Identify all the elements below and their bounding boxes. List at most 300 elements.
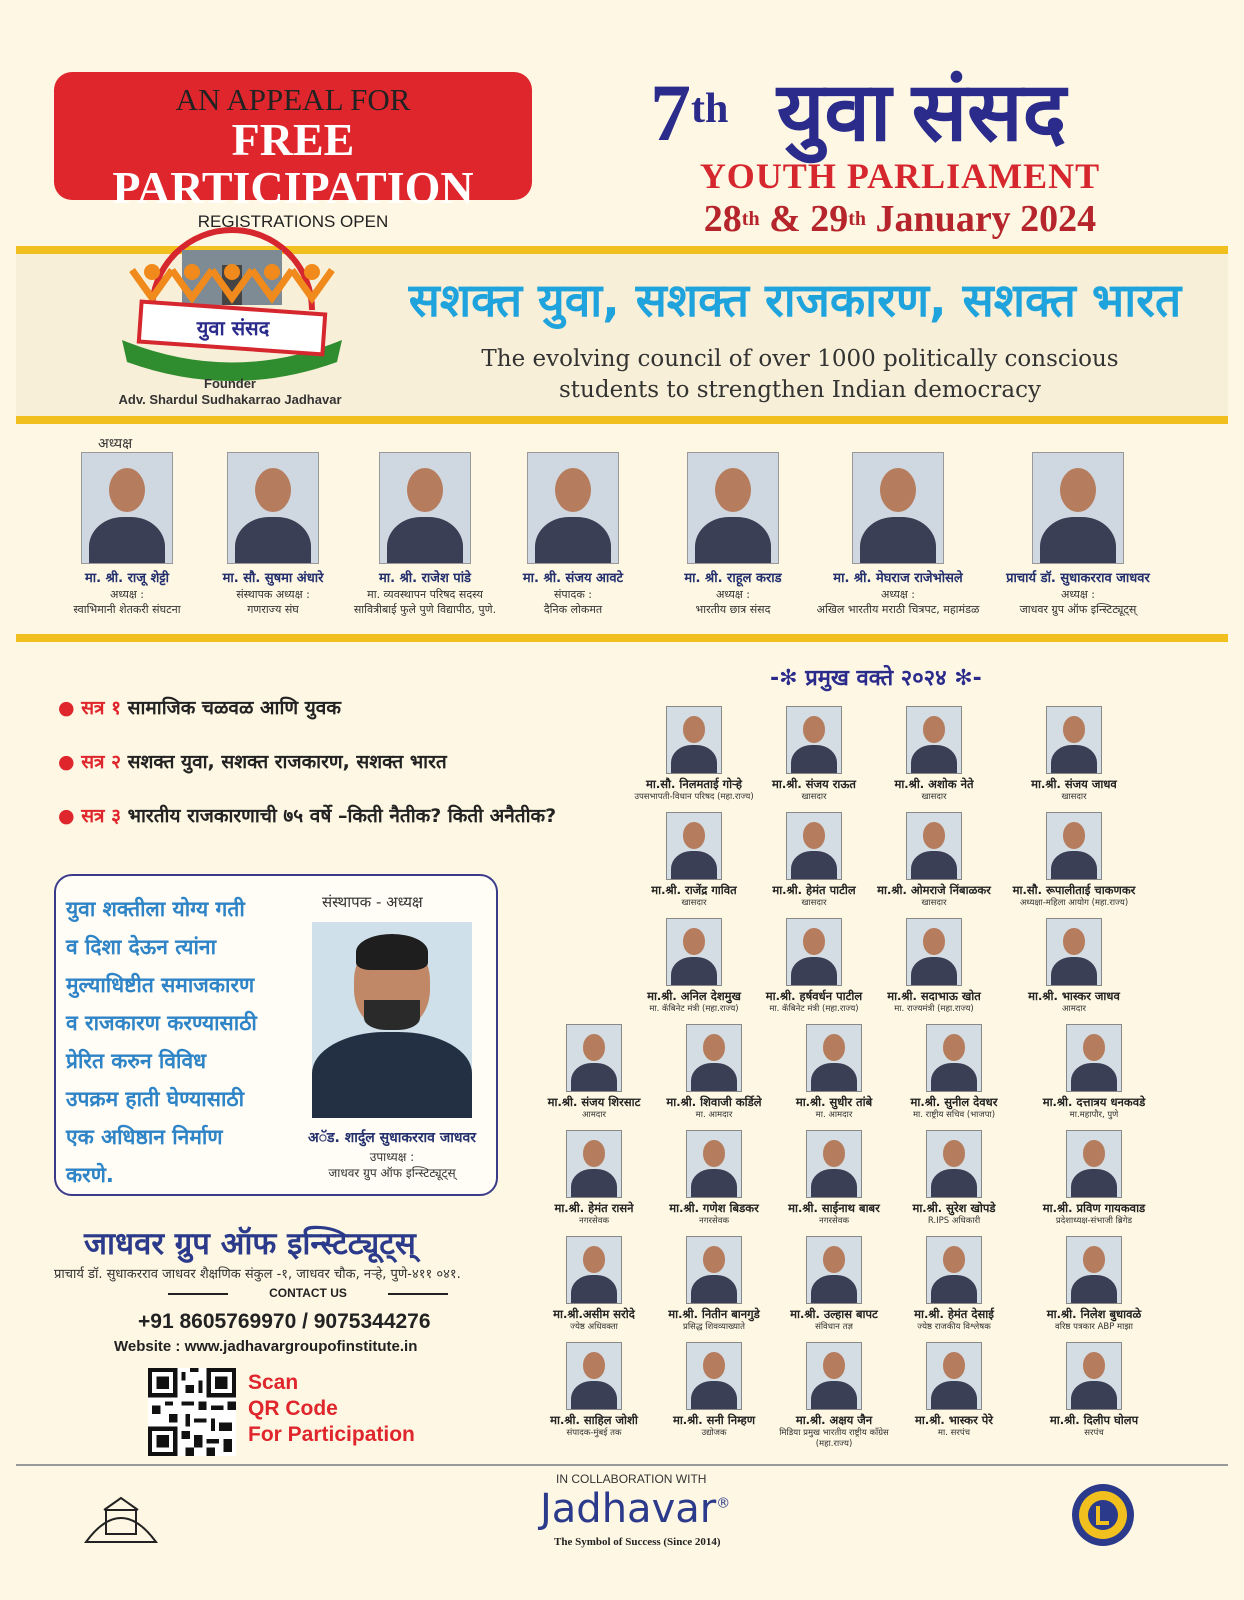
portrait-head — [923, 928, 945, 954]
chief-guest-name: मा. सौ. सुषमा अंधारे — [222, 571, 324, 586]
speaker-designation: खासदार — [681, 898, 707, 908]
speaker-photo — [1066, 1236, 1122, 1304]
speaker-card — [629, 812, 759, 909]
adhyaksha-label: अध्यक्ष — [98, 436, 133, 452]
scan-qr-text — [248, 1370, 415, 1448]
speaker-card — [529, 1236, 659, 1333]
speaker-designation: संविधान तज्ञ — [815, 1322, 853, 1332]
chief-guest-name: मा. श्री. राहूल कराड — [684, 571, 782, 586]
speaker-photo — [1046, 706, 1102, 774]
speaker-card — [749, 706, 879, 803]
speaker-photo — [686, 1236, 742, 1304]
session-label: सत्र १ — [81, 697, 122, 719]
speaker-photo — [786, 706, 842, 774]
founder-credit — [100, 376, 360, 408]
chief-guest-name: मा. श्री. संजय आवटे — [522, 571, 624, 586]
speaker-designation: आमदार — [582, 1110, 606, 1120]
portrait-head — [683, 928, 705, 954]
speaker-designation: अध्यक्षा-महिला आयोग (महा.राज्य) — [1019, 898, 1129, 908]
speaker-designation: आमदार — [1062, 1004, 1086, 1014]
jadhavar-tagline: The Symbol of Success (Since 2014) — [554, 1536, 721, 1548]
speaker-card — [869, 812, 999, 909]
portrait-head — [583, 1352, 605, 1378]
speaker-name: मा.श्री. संजय राऊत — [772, 777, 856, 791]
speaker-card — [769, 1236, 899, 1333]
date-month-year: January 2024 — [875, 198, 1097, 240]
institute-name: जाधवर ग्रुप ऑफ इन्स्टिट्यूट्स् — [84, 1226, 416, 1262]
jadhavar-brand: Jadhavar — [540, 1486, 717, 1532]
speaker-card — [1029, 1236, 1159, 1333]
session-item — [58, 694, 341, 720]
portrait-body — [1071, 1169, 1116, 1198]
speaker-designation: वरिष्ठ पत्रकार ABP माझा — [1055, 1322, 1133, 1332]
speaker-photo — [926, 1342, 982, 1410]
portrait-body — [387, 517, 463, 564]
speaker-designation: मा. राज्यमंत्री (महा.राज्य) — [894, 1004, 974, 1014]
speaker-photo — [1046, 812, 1102, 880]
portrait-body — [811, 1381, 856, 1410]
speaker-name: मा.श्री. अनिल देशमुख — [647, 989, 741, 1003]
title-ordinal-suffix: th — [691, 86, 729, 132]
speaker-photo — [786, 812, 842, 880]
speaker-name: मा.श्री. हेमंत रासने — [554, 1201, 634, 1215]
portrait-body — [931, 1381, 976, 1410]
speaker-designation: संपादक-मुंबई तक — [566, 1428, 622, 1438]
date-day-1: 28 — [703, 198, 742, 240]
speaker-photo — [786, 918, 842, 986]
portrait-head — [255, 468, 291, 512]
logo-text: युवा संसद — [196, 316, 270, 340]
portrait-body — [911, 851, 956, 880]
session-label: सत्र ३ — [81, 805, 122, 827]
speaker-card — [1029, 1130, 1159, 1227]
portrait-body — [931, 1063, 976, 1092]
portrait-head — [683, 716, 705, 742]
chief-guest-card — [340, 452, 510, 617]
qr-code[interactable] — [148, 1368, 236, 1456]
date-suffix-2: th — [848, 208, 867, 230]
chief-guest-photo — [1032, 452, 1124, 564]
speaker-photo — [806, 1024, 862, 1092]
founder-box-name: अॅड. शार्दुल सुधाकरराव जाधवर — [308, 1130, 476, 1146]
mission-line: करणे. — [66, 1163, 114, 1187]
portrait-head — [943, 1140, 965, 1166]
portrait-head — [1063, 822, 1085, 848]
speaker-card — [649, 1236, 779, 1333]
portrait-body — [691, 1169, 736, 1198]
bullet-icon: ● — [58, 805, 82, 827]
portrait-body — [860, 517, 936, 564]
mission-line: व राजकारण करण्यासाठी — [66, 1011, 257, 1035]
portrait-head — [1083, 1246, 1105, 1272]
speaker-photo — [906, 812, 962, 880]
portrait-body — [571, 1381, 616, 1410]
speaker-photo — [566, 1130, 622, 1198]
speaker-card — [629, 706, 759, 803]
speakers-heading: -✻ प्रमुख वक्ते २०२४ ✻- — [770, 666, 982, 691]
speaker-name: मा.श्री. दिलीप घोलप — [1049, 1413, 1139, 1427]
speaker-name: मा.श्री. अशोक नेते — [894, 777, 974, 791]
speaker-card — [749, 918, 879, 1015]
chief-guest-org: गणराज्य संघ — [247, 603, 299, 616]
session-title: सामाजिक चळवळ आणि युवक — [127, 697, 341, 719]
speaker-name: मा.श्री. राजेंद्र गावित — [651, 883, 737, 897]
portrait-head — [407, 468, 443, 512]
speaker-card — [769, 1024, 899, 1121]
portrait-body — [811, 1063, 856, 1092]
lions-club-logo — [1070, 1482, 1136, 1548]
speaker-card — [869, 706, 999, 803]
chief-guest-org: भारतीय छात्र संसद — [695, 603, 771, 616]
speaker-photo — [926, 1130, 982, 1198]
portrait-head — [683, 822, 705, 848]
speaker-photo — [686, 1130, 742, 1198]
portrait-body — [931, 1169, 976, 1198]
speaker-name: मा.श्री. गणेश बिडकर — [669, 1201, 759, 1215]
registered-mark: ® — [716, 1495, 731, 1512]
portrait-head — [109, 468, 145, 512]
portrait-head — [823, 1246, 845, 1272]
speaker-designation: खासदार — [801, 898, 827, 908]
session-title: भारतीय राजकारणाची ७५ वर्षे –किती नैतीक? किती अनैतीक? — [127, 805, 557, 827]
bullet-icon: ● — [58, 751, 82, 773]
speaker-designation-2: (महा.राज्य) — [815, 1439, 853, 1449]
speaker-photo — [686, 1342, 742, 1410]
portrait-body — [571, 1063, 616, 1092]
speaker-photo — [566, 1236, 622, 1304]
speaker-name: मा.श्री.असीम सरोदे — [553, 1307, 635, 1321]
divider-yellow — [16, 634, 1228, 642]
speaker-designation: नगरसेवक — [579, 1216, 609, 1226]
founder-label: Founder — [204, 376, 256, 391]
portrait-body — [671, 957, 716, 986]
speaker-photo — [666, 918, 722, 986]
portrait-head — [703, 1352, 725, 1378]
portrait-head — [803, 822, 825, 848]
session-title: सशक्त युवा, सशक्त राजकारण, सशक्त भारत — [127, 751, 447, 773]
mission-line: व दिशा देऊन त्यांना — [66, 935, 217, 959]
chief-guest-photo — [687, 452, 779, 564]
speaker-designation: प्रदेशाध्यक्ष-संभाजी ब्रिगेड — [1055, 1216, 1133, 1226]
session-item — [58, 748, 447, 774]
speaker-name: मा.श्री. हर्षवर्धन पाटील — [765, 989, 863, 1003]
date-day-2: & 29 — [769, 198, 849, 240]
speaker-name: मा.श्री. अक्षय जैन — [795, 1413, 873, 1427]
founder-name: Adv. Shardul Sudhakarrao Jadhavar — [118, 392, 342, 407]
speaker-name: मा.श्री. भास्कर जाधव — [1028, 989, 1120, 1003]
founder-photo — [312, 922, 472, 1118]
founder-box-heading: संस्थापक - अध्यक्ष — [322, 893, 423, 911]
speaker-card — [1029, 1024, 1159, 1121]
portrait-body — [931, 1275, 976, 1304]
speaker-name: मा.श्री. प्रविण गायकवाड — [1042, 1201, 1146, 1215]
chief-guest-role: अध्यक्ष : — [1060, 588, 1095, 601]
appeal-line-2: FREE PARTICIPATION — [112, 114, 474, 213]
mission-line: प्रेरित करुन विविध — [66, 1049, 207, 1073]
chief-guest-photo — [379, 452, 471, 564]
speaker-name: मा.श्री. हेमंत पाटील — [772, 883, 856, 897]
speaker-card — [889, 1130, 1019, 1227]
speaker-name: मा.श्री. हेमंत देसाई — [914, 1307, 994, 1321]
portrait-head — [880, 468, 916, 512]
speaker-card — [1029, 1342, 1159, 1439]
speaker-photo — [686, 1024, 742, 1092]
contact-label: CONTACT US — [168, 1286, 448, 1300]
speaker-designation: मा. सरपंच — [937, 1428, 971, 1438]
portrait-body — [535, 517, 611, 564]
chief-guest-card — [968, 452, 1188, 617]
speaker-name: मा.श्री. संजय शिरसाट — [547, 1095, 641, 1109]
portrait-body — [671, 745, 716, 774]
portrait-body — [691, 1275, 736, 1304]
tagline — [430, 344, 1170, 406]
speaker-photo — [926, 1236, 982, 1304]
portrait-body — [89, 517, 165, 564]
chief-guest-card — [42, 452, 212, 617]
speaker-designation: उद्योजक — [701, 1428, 727, 1438]
portrait-head — [1060, 468, 1096, 512]
speaker-name: मा.श्री. शिवाजी कर्डिले — [666, 1095, 762, 1109]
speaker-photo — [566, 1024, 622, 1092]
appeal-banner — [54, 72, 532, 231]
speaker-name: मा.श्री. सदाभाऊ खोत — [887, 989, 981, 1003]
portrait-body — [911, 957, 956, 986]
mission-line: युवा शक्तीला योग्य गती — [66, 897, 245, 921]
speaker-card — [769, 1342, 899, 1450]
speaker-photo — [566, 1342, 622, 1410]
speaker-photo — [806, 1342, 862, 1410]
speaker-card — [889, 1236, 1019, 1333]
university-emblem — [80, 1484, 162, 1548]
chief-guest-name: मा. श्री. राजू शेट्टी — [84, 571, 170, 586]
portrait-head — [1083, 1352, 1105, 1378]
appeal-line-1: AN APPEAL FOR — [175, 82, 411, 117]
speaker-photo — [1066, 1024, 1122, 1092]
chief-guest-name: प्राचार्य डॉ. सुधाकरराव जाधवर — [1006, 571, 1150, 586]
portrait-body — [671, 851, 716, 880]
chief-guest-role: मा. व्यवस्थापन परिषद सदस्य — [367, 588, 483, 601]
chief-guest-role: संपादक : — [553, 588, 593, 601]
portrait-body — [571, 1169, 616, 1198]
portrait-body — [691, 1063, 736, 1092]
portrait-head — [583, 1246, 605, 1272]
chief-guest-org: दैनिक लोकमत — [543, 603, 603, 616]
speaker-name: मा.श्री. निलेश बुधावळे — [1046, 1307, 1142, 1321]
speaker-card — [889, 1342, 1019, 1439]
speaker-designation: मा. राष्ट्रीय सचिव (भाजपा) — [912, 1110, 996, 1120]
speaker-photo — [1066, 1342, 1122, 1410]
speaker-photo — [1046, 918, 1102, 986]
scan-line-1: Scan — [248, 1371, 299, 1394]
speaker-designation: मा. कॅबिनेट मंत्री (महा.राज्य) — [769, 1004, 859, 1014]
speaker-card — [529, 1130, 659, 1227]
speaker-photo — [906, 918, 962, 986]
chief-guest-org: अखिल भारतीय मराठी चित्रपट, महामंडळ — [816, 603, 980, 616]
scan-line-2: QR Code — [248, 1397, 338, 1420]
speaker-name: मा.सौ. रूपालीताई चाकणकर — [1012, 883, 1136, 897]
speaker-designation: खासदार — [921, 898, 947, 908]
speaker-photo — [926, 1024, 982, 1092]
portrait-body — [1051, 957, 1096, 986]
session-label: सत्र २ — [81, 751, 122, 773]
portrait-head — [823, 1352, 845, 1378]
portrait-head — [703, 1140, 725, 1166]
mission-line: एक अधिष्ठान निर्माण — [66, 1125, 223, 1149]
jadhavar-logo — [540, 1486, 730, 1532]
tagline-line-1: The evolving council of over 1000 politically conscious — [481, 346, 1119, 372]
portrait-head — [923, 822, 945, 848]
portrait-head — [1083, 1140, 1105, 1166]
portrait-head — [703, 1246, 725, 1272]
chief-guest-role: अध्यक्ष : — [109, 588, 144, 601]
speaker-photo — [666, 706, 722, 774]
speaker-designation: R.IPS अधिकारी — [927, 1216, 981, 1226]
chief-guest-photo — [852, 452, 944, 564]
portrait-body — [1071, 1381, 1116, 1410]
speaker-photo — [1066, 1130, 1122, 1198]
portrait-body — [695, 517, 771, 564]
portrait-head — [555, 468, 591, 512]
tagline-line-2: students to strengthen Indian democracy — [558, 377, 1041, 403]
speaker-designation: नगरसेवक — [819, 1216, 849, 1226]
speaker-photo — [806, 1236, 862, 1304]
scan-line-3: For Participation — [248, 1423, 415, 1446]
portrait-body — [1071, 1063, 1116, 1092]
footer-divider — [16, 1464, 1228, 1466]
title-ordinal: 7 — [650, 67, 691, 158]
chief-guest-role: संस्थापक अध्यक्ष : — [236, 588, 310, 601]
speaker-designation: मा. कॅबिनेट मंत्री (महा.राज्य) — [649, 1004, 739, 1014]
portrait-body — [811, 1169, 856, 1198]
portrait-head — [1063, 928, 1085, 954]
speaker-name: मा.श्री. ओमराजे निंबाळकर — [877, 883, 991, 897]
speaker-name: मा.सौ. निलमताई गोऱ्हे — [646, 777, 742, 791]
speaker-designation: प्रसिद्ध शिवव्याख्याते — [683, 1322, 745, 1332]
portrait-head — [583, 1140, 605, 1166]
founder-box-role: उपाध्यक्ष : — [369, 1150, 415, 1164]
portrait-body — [1071, 1275, 1116, 1304]
portrait-head — [703, 1034, 725, 1060]
mission-line: मुल्याधिष्टीत समाजकारण — [66, 973, 255, 997]
speaker-name: मा.श्री. सुनील देवधर — [910, 1095, 998, 1109]
speaker-designation: सरपंच — [1084, 1428, 1104, 1438]
appeal-line-3: REGISTRATIONS OPEN — [197, 212, 389, 231]
portrait-body — [1051, 851, 1096, 880]
portrait-head — [943, 1034, 965, 1060]
chief-guest-role: अध्यक्ष : — [715, 588, 750, 601]
portrait-head — [1063, 716, 1085, 742]
portrait-head — [823, 1140, 845, 1166]
portrait-body — [811, 1275, 856, 1304]
speaker-designation: नगरसेवक — [699, 1216, 729, 1226]
chief-guest-card — [188, 452, 358, 617]
portrait-body — [791, 851, 836, 880]
speaker-name: मा.श्री. उल्हास बापट — [790, 1307, 878, 1321]
portrait-head — [1083, 1034, 1105, 1060]
bullet-icon: ● — [58, 697, 82, 719]
founder-box-org: जाधवर ग्रुप ऑफ इन्स्टिट्यूट्स् — [328, 1166, 456, 1180]
portrait-head — [943, 1246, 965, 1272]
speaker-name: मा.श्री. साहिल जोशी — [550, 1413, 638, 1427]
speaker-designation: मिडिया प्रमुख भारतीय राष्ट्रीय कॉंग्रेस — [779, 1428, 889, 1438]
speaker-card — [769, 1130, 899, 1227]
chief-guest-org: जाधवर ग्रुप ऑफ इन्स्टिट्यूट्स् — [1019, 603, 1137, 616]
session-item — [58, 802, 556, 828]
speaker-name: मा.श्री. सुरेश खोपडे — [912, 1201, 996, 1215]
speaker-card — [529, 1024, 659, 1121]
speaker-designation: खासदार — [801, 792, 827, 802]
yuva-sansad-logo — [112, 210, 352, 390]
speaker-card — [649, 1024, 779, 1121]
speaker-name: मा.श्री. सनी निम्हण — [672, 1413, 756, 1427]
speaker-designation: मा. आमदार — [815, 1110, 853, 1120]
speaker-card — [749, 812, 879, 909]
speaker-name: मा.श्री. नितीन बानगुडे — [668, 1307, 760, 1321]
portrait-body — [1040, 517, 1116, 564]
date-suffix-1: th — [741, 208, 760, 230]
speaker-designation: ज्येष्ठ राजकीय विश्लेषक — [917, 1322, 991, 1332]
institute-address: प्राचार्य डॉ. सुधाकरराव जाधवर शैक्षणिक संकुल -१, जाधवर चौक, नऱ्हे, पुणे-४११ ०४१. — [54, 1267, 461, 1282]
speaker-card — [1009, 706, 1139, 803]
mission-line: उपक्रम हाती घेण्यासाठी — [66, 1087, 245, 1111]
chief-guest-org: स्वाभिमानी शेतकरी संघटना — [73, 603, 181, 616]
portrait-body — [791, 745, 836, 774]
speaker-designation: ज्येष्ठ अधिवक्ता — [570, 1322, 618, 1332]
slogan: सशक्त युवा, सशक्त राजकारण, सशक्त भारत — [408, 273, 1182, 327]
speaker-designation: खासदार — [1061, 792, 1087, 802]
chief-guest-photo — [227, 452, 319, 564]
portrait-body — [791, 957, 836, 986]
speaker-photo — [666, 812, 722, 880]
portrait-body — [911, 745, 956, 774]
portrait-head — [803, 716, 825, 742]
phone-numbers[interactable]: +91 8605769970 / 9075344276 — [138, 1310, 431, 1333]
chief-guest-photo — [527, 452, 619, 564]
speaker-card — [1009, 812, 1139, 909]
portrait-head — [823, 1034, 845, 1060]
speaker-card — [889, 1024, 1019, 1121]
speaker-card — [869, 918, 999, 1015]
chief-guest-photo — [81, 452, 173, 564]
speaker-photo — [806, 1130, 862, 1198]
website-link[interactable]: Website : www.jadhavargroupofinstitute.in — [114, 1338, 418, 1355]
portrait-head — [803, 928, 825, 954]
portrait-body — [571, 1275, 616, 1304]
speaker-name: मा.श्री. भास्कर पेरे — [914, 1413, 994, 1427]
title-english: YOUTH PARLIAMENT — [699, 156, 1101, 196]
chief-guest-name: मा. श्री. राजेश पांडे — [378, 571, 472, 586]
chief-guest-org: सावित्रीबाई फुले पुणे विद्यापीठ, पुणे. — [353, 603, 497, 616]
speaker-card — [649, 1342, 779, 1439]
title-marathi: युवा संसद — [776, 67, 1067, 158]
speaker-designation: मा. आमदार — [695, 1110, 733, 1120]
portrait-body — [1051, 745, 1096, 774]
speaker-card — [1009, 918, 1139, 1015]
speaker-designation: खासदार — [921, 792, 947, 802]
speaker-designation: उपसभापती-विधान परिषद (महा.राज्य) — [634, 792, 754, 802]
speaker-designation: मा.महापौर, पुणे — [1069, 1110, 1119, 1120]
portrait-head — [583, 1034, 605, 1060]
chief-guest-card — [488, 452, 658, 617]
chief-guest-role: अध्यक्ष : — [880, 588, 915, 601]
speaker-photo — [906, 706, 962, 774]
event-title — [650, 68, 1066, 158]
event-date — [620, 196, 1180, 242]
chief-guest-card — [648, 452, 818, 617]
portrait-body — [691, 1381, 736, 1410]
portrait-head — [923, 716, 945, 742]
chief-guest-name: मा. श्री. मेघराज राजेभोसले — [833, 571, 963, 586]
